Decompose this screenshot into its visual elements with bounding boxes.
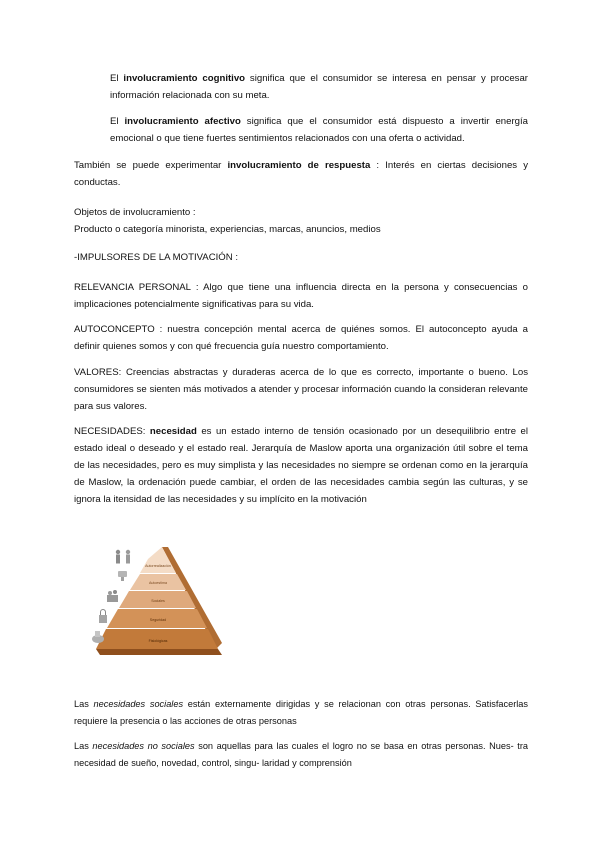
italic-term: necesidades sociales — [93, 699, 184, 709]
text-run: están externamente dirigidas y se relacionan con otras personas. Satisfacerlas requiere la presencia o las acciones de otras personas — [74, 699, 528, 726]
text-run: : Interés en ciertas decisiones y conductas. — [74, 160, 529, 188]
text-run: El — [110, 116, 125, 127]
paragraph-non-social-needs — [74, 738, 528, 772]
paragraph-values: VALORES: Creencias abstractas y duraderas acerca de lo que es correcto, importante o bueno. Los consumidores se sienten más motivados a atender y procesar información cuando la consideran relevante para sus valores. — [74, 367, 528, 412]
pyramid-label: Seguridad — [149, 618, 167, 622]
text-run: También se puede experimentar — [74, 160, 228, 171]
text-run: NECESIDADES: — [74, 426, 150, 437]
pyramid-label: Fisiológicas — [148, 639, 168, 643]
pyramid-label: Autoestima — [149, 581, 167, 585]
paragraph-involvement-objects — [74, 204, 528, 238]
text-run: Las — [74, 699, 94, 709]
section-heading-motivation-drivers: -IMPULSORES DE LA MOTIVACIÓN : — [74, 252, 239, 263]
paragraph-personal-relevance: RELEVANCIA PERSONAL : Algo que tiene una influencia directa en la persona y consecuencias o implicaciones potencialmente significativas para su vida. — [74, 282, 528, 310]
bold-term: involucramiento de respuesta — [227, 160, 371, 171]
bold-term: involucramiento afectivo — [124, 116, 241, 127]
text-run: es un estado interno de tensión ocasionado por un desequilibrio entre el estado ideal o deseado y el estado real. Jerarquía de Maslow aporta una organización útil sobre el tema de las necesidades, pero es muy simplista y las necesidades no siempre se ordenan como en la jerarquía de Maslow, la ordenación puede cambiar, el orden de las necesidades cambia según las culturas, y se ignora la itensidad de las necesidades y su implícito en la motivación — [74, 426, 528, 505]
bold-term: involucramiento cognitivo — [123, 73, 246, 84]
text-line: Producto o categoría minorista, experiencias, marcas, anuncios, medios — [74, 224, 381, 235]
paragraph-social-needs — [74, 696, 528, 730]
italic-term: necesidades no sociales — [92, 741, 195, 751]
paragraph-self-concept: AUTOCONCEPTO : nuestra concepción mental acerca de quiénes somos. El autoconcepto ayuda a definir quienes somos y con qué frecuencia guía nuestro comportamiento. — [74, 324, 528, 352]
text-run: significa que el consumidor se interesa en pensar y procesar información relacionada con su meta. — [110, 73, 528, 101]
paragraph-needs — [74, 423, 528, 508]
text-run: significa que el consumidor está dispuesto a invertir energía emocional o que tiene fuertes sentimientos relacionados con una oferta o actividad. — [110, 116, 528, 144]
text-line: Objetos de involucramiento : — [74, 207, 196, 218]
pyramid-label: Autorrealización — [145, 564, 171, 568]
bold-term: necesidad — [149, 426, 197, 437]
text-run: El — [110, 73, 124, 84]
paragraph-affective-involvement — [110, 113, 528, 147]
text-run: son aquellas para las cuales el logro no se basa en otras personas. Nues- tra necesidad de sueño, novedad, control, singu- laridad y comprensión — [74, 741, 528, 768]
paragraph-response-involvement — [74, 157, 528, 191]
paragraph-cognitive-involvement — [110, 70, 528, 104]
pyramid-base-edge — [96, 649, 222, 655]
text-run: Las — [74, 741, 93, 751]
pyramid-label: Sociales — [151, 599, 165, 603]
maslow-pyramid-image — [82, 545, 242, 657]
